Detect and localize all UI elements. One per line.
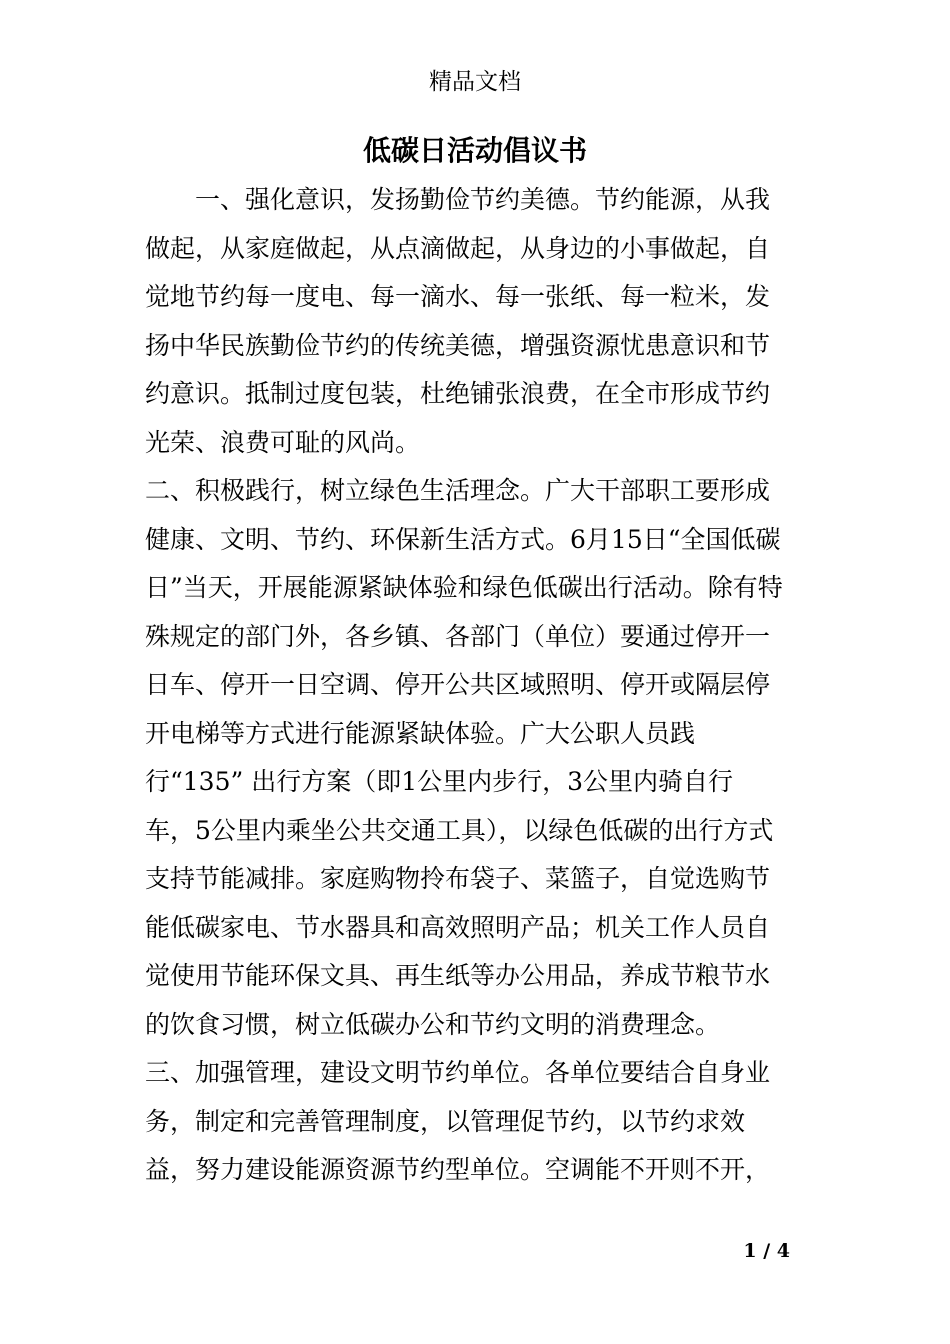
body-line: 益，努力建设能源资源节约型单位。空调能不开则不开， [145, 1155, 771, 1184]
document-header: 精品文档 [429, 69, 521, 95]
body-line: 光荣、浪费可耻的风尚。 [145, 427, 421, 457]
body-line: 务，制定和完善管理制度，以管理促节约，以节约求效 [145, 1106, 746, 1136]
body-line: 一、强化意识，发扬勤俭节约美德。节约能源，从我 [195, 185, 771, 214]
body-line: 车，5公里内乘坐公共交通工具），以绿色低碳的出行方式 [145, 815, 774, 845]
body-line: 行“135” 出行方案（即1公里内步行，3公里内骑自行 [145, 767, 734, 796]
body-line: 三、加强管理，建设文明节约单位。各单位要结合自身业 [145, 1058, 771, 1087]
body-line: 做起，从家庭做起，从点滴做起，从身边的小事做起，自 [145, 233, 771, 263]
body-line: 的饮食习惯，树立低碳办公和节约文明的消费理念。 [145, 1009, 721, 1039]
body-line: 觉使用节能环保文具、再生纸等办公用品，养成节粮节水 [145, 961, 771, 990]
document-title: 低碳日活动倡议书 [362, 134, 587, 167]
body-line: 日”当天，开展能源紧缺体验和绿色低碳出行活动。除有特 [145, 573, 783, 602]
body-line: 约意识。抵制过度包装，杜绝铺张浪费，在全市形成节约 [145, 379, 771, 408]
body-line: 支持节能减排。家庭购物拎布袋子、菜篮子，自觉选购节 [145, 864, 771, 893]
document-body [145, 176, 825, 1195]
body-line: 扬中华民族勤俭节约的传统美德，增强资源忧患意识和节 [145, 330, 771, 360]
body-line: 能低碳家电、节水器具和高效照明产品；机关工作人员自 [145, 912, 771, 942]
body-line: 殊规定的部门外，各乡镇、各部门（单位）要通过停开一 [145, 621, 771, 651]
page-number: 1 / 4 [743, 1240, 790, 1262]
body-line: 觉地节约每一度电、每一滴水、每一张纸、每一粒米，发 [145, 282, 771, 311]
body-line: 开电梯等方式进行能源紧缺体验。广大公职人员践 [145, 718, 696, 748]
body-line: 二、积极践行，树立绿色生活理念。广大干部职工要形成 [145, 476, 771, 505]
body-line: 健康、文明、节约、环保新生活方式。6月15日“全国低碳 [145, 524, 781, 554]
body-line: 日车、停开一日空调、停开公共区域照明、停开或隔层停 [145, 670, 771, 699]
